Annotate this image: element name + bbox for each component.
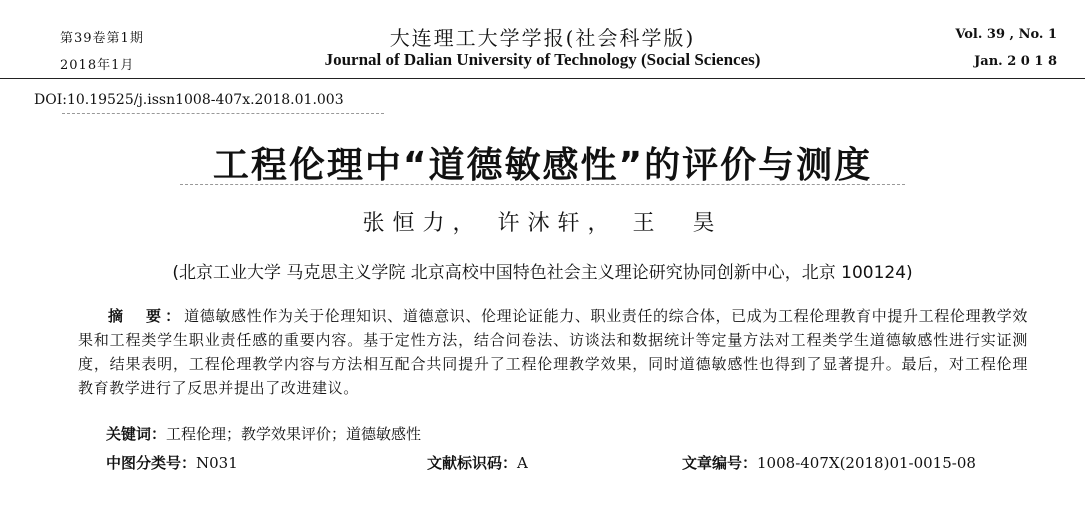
title-underline: [180, 184, 905, 185]
article-number-value: 1008-407X(2018)01-0015-08: [757, 454, 976, 472]
volume-issue: 第39卷第1期: [60, 31, 144, 46]
clc-number: [106, 452, 238, 473]
volume-issue-en: Vol. 39 , No. 1: [955, 27, 1057, 42]
doc-code-value: A: [517, 454, 528, 472]
header-rule: [0, 78, 1085, 79]
article-number-label: 文章编号：: [682, 454, 758, 472]
publication-date-en: Jan. 2 0 1 8: [974, 54, 1057, 69]
article-title: 工程伦理中“道德敏感性”的评价与测度: [212, 145, 873, 186]
article-number: [682, 452, 976, 473]
doi-underline: [62, 113, 384, 114]
doi[interactable]: DOI:10.19525/j.issn1008-407x.2018.01.003: [34, 92, 344, 108]
publication-date: 2018年1月: [60, 58, 135, 73]
keywords: [106, 423, 421, 444]
keywords-label: 关键词：: [106, 425, 167, 443]
doc-code-label: 文献标识码：: [427, 454, 518, 472]
abstract-label: 摘 要：: [108, 307, 185, 325]
clc-label: 中图分类号：: [106, 454, 197, 472]
abstract: [78, 304, 1028, 400]
clc-value: N031: [196, 454, 238, 472]
journal-title-cn: 大连理工大学学报(社会科学版): [389, 26, 696, 50]
journal-title-en: Journal of Dalian University of Technology (Social Sciences): [324, 50, 761, 69]
document-code: [427, 452, 528, 473]
abstract-text: 道德敏感性作为关于伦理知识、道德意识、伦理论证能力、职业责任的综合体，已成为工程伦理教育中提升工程伦理教学效果和工程类学生职业责任感的重要内容。基于定性方法，结合问卷法、访谈法和数据统计等定量方法对工程类学生道德敏感性进行实证测度，结果表明，工程伦理教学内容与方法相互配合共同提升了工程伦理教学效果，同时道德敏感性也得到了显著提升。最后，对工程伦理教育教学进行了反思并提出了改进建议。: [78, 307, 1028, 397]
affiliation: (北京工业大学 马克思主义学院 北京高校中国特色社会主义理论研究协同创新中心，北京 100124): [172, 263, 913, 283]
keywords-text: 工程伦理；教学效果评价；道德敏感性: [166, 425, 422, 443]
authors: 张恒力， 许沐轩， 王 昊: [362, 211, 723, 236]
